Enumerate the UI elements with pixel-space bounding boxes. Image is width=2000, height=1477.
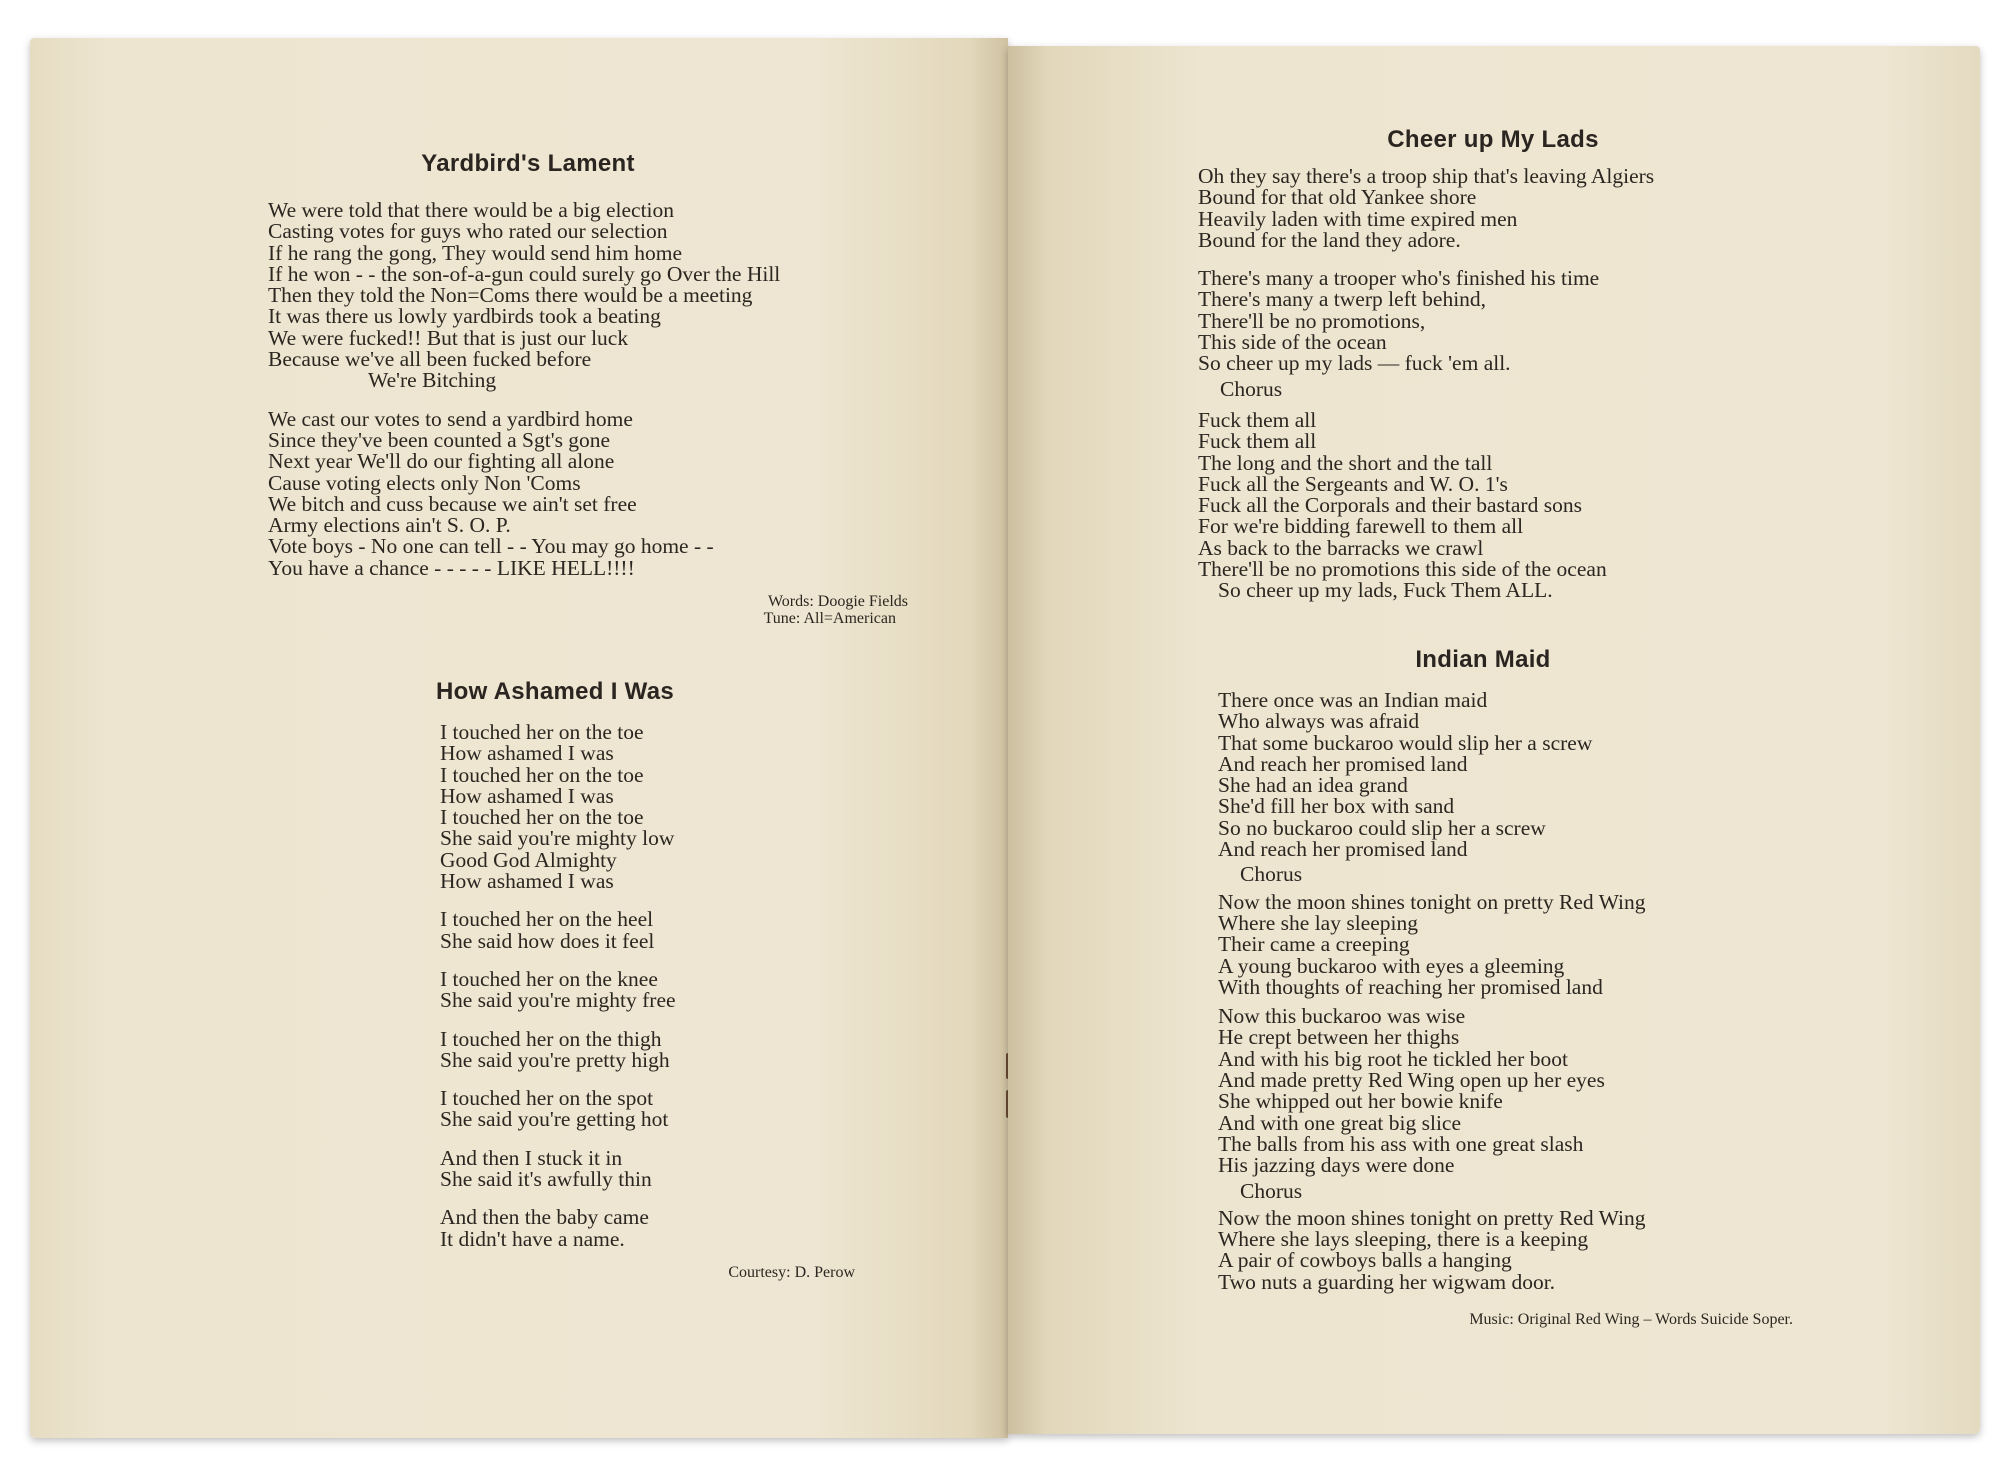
lyric-line: Bound for the land they adore. xyxy=(1198,227,1461,252)
lyric-line: And then the baby came xyxy=(440,1205,649,1230)
lyric-line: There once was an Indian maid xyxy=(1218,688,1488,712)
song-title: Yardbird's Lament xyxy=(421,150,635,177)
lyric-line: That some buckaroo would slip her a screw xyxy=(1218,730,1593,755)
lyric-line: She had an idea grand xyxy=(1218,773,1408,798)
song-lyrics xyxy=(268,200,908,579)
lyric-line: I touched her on the spot xyxy=(440,1086,654,1111)
right-page xyxy=(1008,46,1980,1434)
lyric-line: And reach her promised land xyxy=(1218,751,1468,776)
lyric-line: It was there us lowly yardbirds took a beating xyxy=(268,304,661,329)
lyric-line: Then they told the Non=Coms there would be a meeting xyxy=(268,283,753,308)
lyric-line: Their came a creeping xyxy=(1218,932,1410,957)
lyric-line: She said you're pretty high xyxy=(440,1047,670,1072)
lyric-line: We were fucked!! But that is just our luck xyxy=(268,325,629,350)
lyric-line: Fuck them all xyxy=(1198,429,1317,454)
lyric-line: The balls from his ass with one great slash xyxy=(1218,1131,1584,1156)
lyric-line: She said you're mighty low xyxy=(440,826,675,851)
lyric-line: With thoughts of reaching her promised land xyxy=(1218,974,1603,999)
lyric-line: I touched her on the heel xyxy=(440,907,654,932)
lyric-line: Heavily laden with time expired men xyxy=(1198,206,1518,231)
song-credit xyxy=(268,593,908,627)
lyric-line: There's many a trooper who's finished his time xyxy=(1198,266,1600,291)
lyric-line: I touched her on the knee xyxy=(440,966,658,991)
lyric-line: I touched her on the toe xyxy=(440,762,644,787)
lyric-line: As back to the barracks we crawl xyxy=(1198,535,1484,560)
lyric-line: So cheer up my lads, Fuck Them ALL. xyxy=(1218,578,1553,603)
lyric-line: We bitch and cuss because we ain't set free xyxy=(268,491,637,516)
lyric-line: If he rang the gong, They would send him home xyxy=(268,240,682,265)
lyric-line: Where she lay sleeping xyxy=(1218,910,1418,935)
lyric-line: This side of the ocean xyxy=(1198,330,1387,355)
chorus-label: Chorus xyxy=(1220,376,1283,401)
lyric-line: Next year We'll do our fighting all alone xyxy=(268,449,615,474)
song-how-ashamed-i-was xyxy=(430,678,860,1281)
lyric-line: She whipped out her bowie knife xyxy=(1218,1089,1503,1114)
lyric-line: Now this buckaroo was wise xyxy=(1218,1004,1466,1029)
lyric-line: She said it's awfully thin xyxy=(440,1167,652,1192)
lyric-line: It didn't have a name. xyxy=(440,1226,625,1251)
lyric-line: And with one great big slice xyxy=(1218,1110,1462,1135)
lyric-line: Because we've all been fucked before xyxy=(268,347,592,372)
credit-tune: Tune: All=American xyxy=(763,610,896,628)
credit-words: Words: Doogie Fields xyxy=(767,593,908,611)
lyric-line: Fuck them all xyxy=(1198,407,1317,432)
booklet-spread xyxy=(30,38,1980,1443)
lyric-line: A pair of cowboys balls a hanging xyxy=(1218,1248,1512,1273)
lyric-line: Cause voting elects only Non 'Coms xyxy=(268,470,581,495)
lyric-line: So no buckaroo could slip her a screw xyxy=(1218,815,1546,840)
lyric-line: How ashamed I was xyxy=(440,741,614,766)
lyric-line: So cheer up my lads — fuck 'em all. xyxy=(1198,351,1511,376)
lyric-line: And with his big root he tickled her boot xyxy=(1218,1046,1568,1071)
lyric-line: There'll be no promotions this side of the ocean xyxy=(1198,557,1607,582)
lyric-line: Fuck all the Corporals and their bastard sons xyxy=(1198,493,1582,518)
lyric-line: We're Bitching xyxy=(368,368,497,393)
song-credit: Music: Original Red Wing – Words Suicide Soper. xyxy=(1469,1311,1793,1329)
lyric-line: She'd fill her box with sand xyxy=(1218,794,1455,819)
lyric-line: Bound for that old Yankee shore xyxy=(1198,185,1477,210)
lyric-line: For we're bidding farewell to them all xyxy=(1198,514,1524,539)
lyric-line: And made pretty Red Wing open up her eyes xyxy=(1218,1068,1605,1093)
lyric-line: And then I stuck it in xyxy=(440,1145,623,1170)
lyric-line: Casting votes for guys who rated our selection xyxy=(268,219,668,244)
song-credit: Courtesy: D. Perow xyxy=(728,1263,855,1281)
lyric-line: She said you're getting hot xyxy=(440,1107,669,1132)
lyric-line: How ashamed I was xyxy=(440,869,614,894)
song-lyrics xyxy=(430,722,860,1250)
lyric-line: A young buckaroo with eyes a gleeming xyxy=(1218,953,1565,978)
song-title: Indian Maid xyxy=(1415,646,1551,673)
song-lyrics xyxy=(1218,690,1798,1293)
lyric-line: How ashamed I was xyxy=(440,783,614,808)
lyric-line: There'll be no promotions, xyxy=(1198,308,1426,333)
lyric-line: Two nuts a guarding her wigwam door. xyxy=(1218,1269,1556,1294)
song-indian-maid xyxy=(1218,646,1798,1328)
lyric-line: She said how does it feel xyxy=(440,928,655,953)
lyric-line: You have a chance - - - - - LIKE HELL!!!! xyxy=(268,555,635,580)
song-title: Cheer up My Lads xyxy=(1387,126,1599,153)
lyric-line: I touched her on the thigh xyxy=(440,1026,662,1051)
lyric-line: Good God Almighty xyxy=(440,847,617,872)
lyric-line: Fuck all the Sergeants and W. O. 1's xyxy=(1198,471,1508,496)
lyric-line: Oh they say there's a troop ship that's leaving Algiers xyxy=(1198,164,1655,188)
lyric-line: She said you're mighty free xyxy=(440,988,676,1013)
chorus-label: Chorus xyxy=(1240,1178,1303,1203)
left-page xyxy=(30,38,1008,1438)
lyric-line: We cast our votes to send a yardbird home xyxy=(268,406,633,431)
lyric-line: He crept between her thighs xyxy=(1218,1025,1460,1050)
song-title: How Ashamed I Was xyxy=(436,678,675,705)
lyric-line: Since they've been counted a Sgt's gone xyxy=(268,427,611,452)
lyric-line: There's many a twerp left behind, xyxy=(1198,287,1487,312)
lyric-line: Where she lays sleeping, there is a keeping xyxy=(1218,1227,1589,1252)
lyric-line: Vote boys - No one can tell - - You may go home - - xyxy=(268,534,714,559)
lyric-line: Who always was afraid xyxy=(1218,709,1420,734)
song-yardbirds-lament xyxy=(268,150,908,627)
lyric-line: Now the moon shines tonight on pretty Red Wing xyxy=(1218,889,1646,914)
lyric-line: I touched her on the toe xyxy=(440,805,644,830)
lyric-line: Army elections ain't S. O. P. xyxy=(268,513,511,538)
lyric-line: I touched her on the toe xyxy=(440,720,644,744)
song-lyrics xyxy=(1198,166,1798,602)
lyric-line: The long and the short and the tall xyxy=(1198,450,1493,475)
chorus-label: Chorus xyxy=(1240,862,1303,887)
lyric-line: If he won - - the son-of-a-gun could surely go Over the Hill xyxy=(268,261,781,286)
lyric-line: And reach her promised land xyxy=(1218,837,1468,862)
song-cheer-up-my-lads xyxy=(1198,126,1798,602)
lyric-line: Now the moon shines tonight on pretty Red Wing xyxy=(1218,1205,1646,1230)
lyric-line: We were told that there would be a big election xyxy=(268,198,675,222)
lyric-line: His jazzing days were done xyxy=(1218,1153,1455,1178)
